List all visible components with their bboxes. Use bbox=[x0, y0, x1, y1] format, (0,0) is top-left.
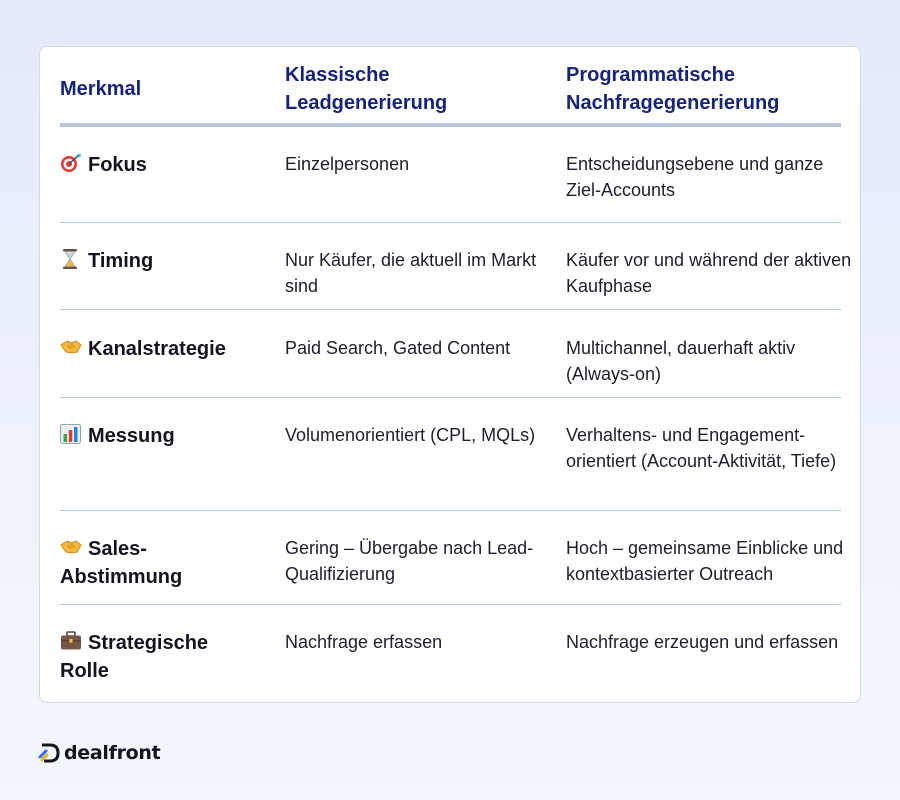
row-divider bbox=[60, 397, 841, 398]
row-programmatic-value: Multichannel, dauerhaft aktiv (Always-on) bbox=[566, 338, 796, 384]
target-icon bbox=[60, 153, 82, 173]
row-programmatic-value: Verhaltens- und Engagement-orientiert (Account-Aktivität, Tiefe) bbox=[566, 425, 837, 471]
row-divider bbox=[60, 309, 841, 310]
handshake-icon bbox=[60, 537, 82, 557]
row-feature-kanalstrategie bbox=[60, 335, 265, 363]
row-feature-timing bbox=[60, 247, 265, 275]
row-classic-value: Nur Käufer, die aktuell im Markt sind bbox=[285, 250, 537, 296]
row-classic-value: Paid Search, Gated Content bbox=[285, 338, 511, 358]
bar-chart-icon bbox=[60, 424, 82, 444]
row-divider bbox=[60, 604, 841, 605]
briefcase-icon bbox=[60, 631, 82, 651]
row-classic-value: Gering – Übergabe nach Lead-Qualifizierung bbox=[285, 538, 534, 584]
header-classic: Klassische Leadgenerierung bbox=[285, 64, 448, 114]
handshake-icon bbox=[60, 337, 82, 357]
row-feature-label: Timing bbox=[88, 250, 154, 272]
row-classic-value: Volumenorientiert (CPL, MQLs) bbox=[285, 425, 536, 445]
row-classic-value: Nachfrage erfassen bbox=[285, 632, 443, 652]
dealfront-mark-icon bbox=[38, 743, 60, 763]
header-programmatic: Programmatische Nachfragegenerierung bbox=[566, 64, 780, 114]
row-feature-sales-abstimmung bbox=[60, 535, 230, 591]
dealfront-logo bbox=[38, 741, 160, 765]
hourglass-icon bbox=[60, 249, 82, 269]
row-feature-label: Messung bbox=[88, 425, 175, 447]
row-feature-messung bbox=[60, 422, 265, 450]
header-divider bbox=[60, 123, 841, 127]
row-feature-fokus bbox=[60, 151, 265, 179]
row-programmatic-value: Hoch – gemeinsame Einblicke und kontextbasierter Outreach bbox=[566, 538, 844, 584]
row-programmatic-value: Käufer vor und während der aktiven Kaufphase bbox=[566, 250, 852, 296]
logo-text: dealfront bbox=[64, 742, 161, 764]
row-programmatic-value: Entscheidungsebene und ganze Ziel-Accounts bbox=[566, 154, 824, 200]
row-feature-label: Sales-Abstimmung bbox=[60, 538, 183, 588]
row-divider bbox=[60, 222, 841, 223]
row-classic-value: Einzelpersonen bbox=[285, 154, 410, 174]
comparison-table-card bbox=[39, 46, 861, 703]
row-feature-label: Kanalstrategie bbox=[88, 338, 226, 360]
header-feature: Merkmal bbox=[60, 78, 142, 100]
row-divider bbox=[60, 510, 841, 511]
row-feature-label: Fokus bbox=[88, 154, 147, 176]
row-programmatic-value: Nachfrage erzeugen und erfassen bbox=[566, 632, 839, 652]
row-feature-strategische-rolle bbox=[60, 629, 240, 685]
row-feature-label: Strategische Rolle bbox=[60, 632, 209, 682]
